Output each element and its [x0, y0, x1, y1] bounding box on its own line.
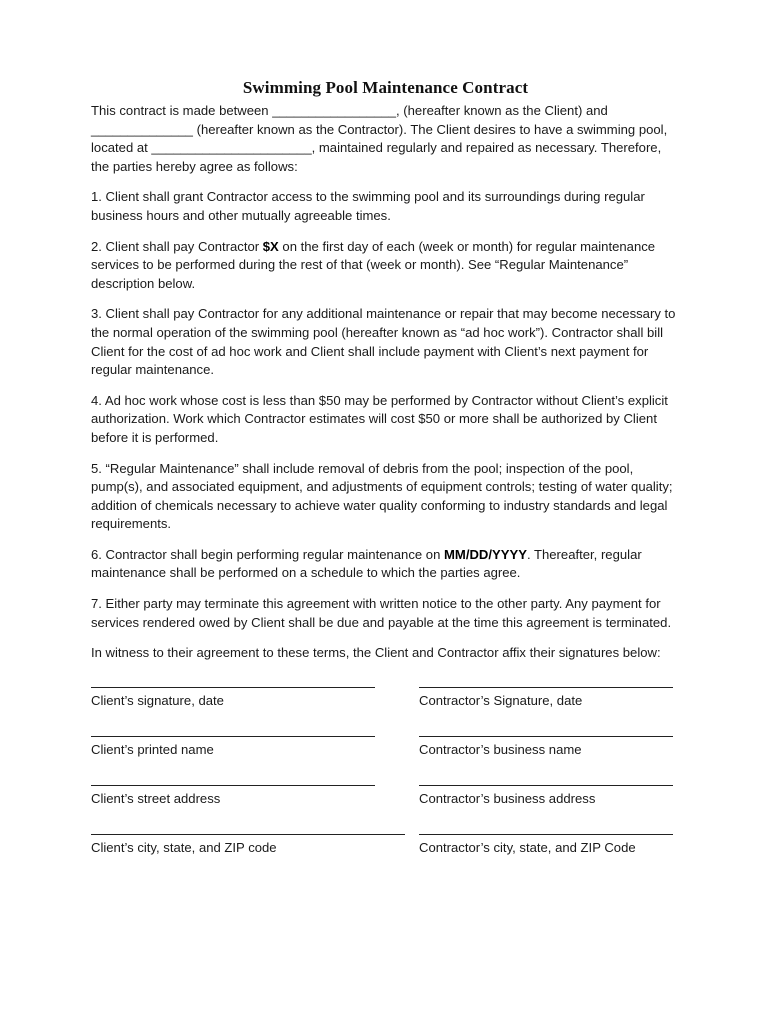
signature-block: [91, 673, 680, 857]
clause-1: 1. Client shall grant Contractor access to the swimming pool and its surroundings during regular business hours and other mutually agreeable times.: [91, 189, 645, 223]
contractor-business-address-line: [419, 785, 673, 786]
client-printed-name-label: Client’s printed name: [91, 741, 214, 757]
client-street-address-label: Client’s street address: [91, 790, 221, 806]
clause-6: [91, 546, 680, 583]
clause-3: 3. Client shall pay Contractor for any additional maintenance or repair that may become necessary to the normal operation of the swimming pool (hereafter known as “ad hoc work”). Contractor shall bill Client for the cost of ad hoc work and Client shall include payment with Client’s next payment for regular maintenance.: [91, 306, 676, 378]
contractor-signature-field[interactable]: [419, 673, 674, 710]
client-signature-field[interactable]: [91, 673, 419, 710]
contractor-business-name-line: [419, 736, 673, 737]
contractor-business-name-label: Contractor’s business name: [419, 741, 582, 757]
witness-statement: In witness to their agreement to these terms, the Client and Contractor affix their signatures below:: [91, 645, 661, 661]
payment-amount: $X: [262, 238, 279, 254]
client-printed-name-field[interactable]: [91, 722, 419, 759]
contractor-business-address-field[interactable]: [419, 771, 674, 808]
clause-4: 4. Ad hoc work whose cost is less than $50 may be performed by Contractor without Client’s explicit authorization. Work which Contractor estimates will cost $50 or more shall be authorized by Client before it is performed.: [91, 392, 668, 445]
client-city-label: Client’s city, state, and ZIP code: [91, 839, 277, 855]
clause-2: [91, 238, 680, 294]
contractor-signature-line: [419, 687, 673, 688]
clause-6-text-start: 6. Contractor shall begin performing regular maintenance on: [91, 546, 445, 562]
client-signature-label: Client’s signature, date: [91, 692, 224, 708]
intro-paragraph: This contract is made between _________________, (hereafter known as the Client) and ______________ (hereafter known as the Contractor). The Client desires to have a swimming pool, located at ______________________, maintained regularly and repaired as necessary. Therefore, the parties hereby agree as follows:: [91, 103, 668, 174]
client-city-field[interactable]: [91, 820, 419, 857]
clause-6-text-end: . Thereafter, regular maintenance shall be performed on a schedule to which the parties agree.: [91, 546, 642, 581]
clause-7: 7. Either party may terminate this agreement with written notice to the other party. Any payment for services rendered owed by Client shall be due and payable at the time this agreement is terminated.: [91, 596, 672, 630]
clause-5: 5. “Regular Maintenance” shall include removal of debris from the pool; inspection of the pool, pump(s), and associated equipment, and adjustments of equipment controls; testing of water quality; addition of chemicals necessary to achieve water quality conforming to industry standards and legal requirements.: [91, 460, 673, 532]
clause-2-text-end: on the first day of each (week or month) for regular maintenance services to be performed during the rest of that (week or month). See “Regular Maintenance” description below.: [91, 238, 656, 291]
contractor-business-name-field[interactable]: [419, 722, 674, 759]
client-street-address-line: [91, 785, 375, 786]
client-printed-name-line: [91, 736, 375, 737]
start-date: MM/DD/YYYY: [444, 546, 527, 562]
client-city-line: [91, 834, 405, 835]
contractor-business-address-label: Contractor’s business address: [419, 790, 596, 806]
client-signature-line: [91, 687, 375, 688]
contractor-city-label: Contractor’s city, state, and ZIP Code: [419, 839, 636, 855]
contractor-signature-label: Contractor’s Signature, date: [419, 692, 583, 708]
contractor-city-field[interactable]: [419, 820, 674, 857]
clause-2-text-start: 2. Client shall pay Contractor: [91, 238, 263, 254]
client-street-address-field[interactable]: [91, 771, 419, 808]
contractor-city-line: [419, 834, 673, 835]
document-title: Swimming Pool Maintenance Contract: [242, 78, 529, 97]
